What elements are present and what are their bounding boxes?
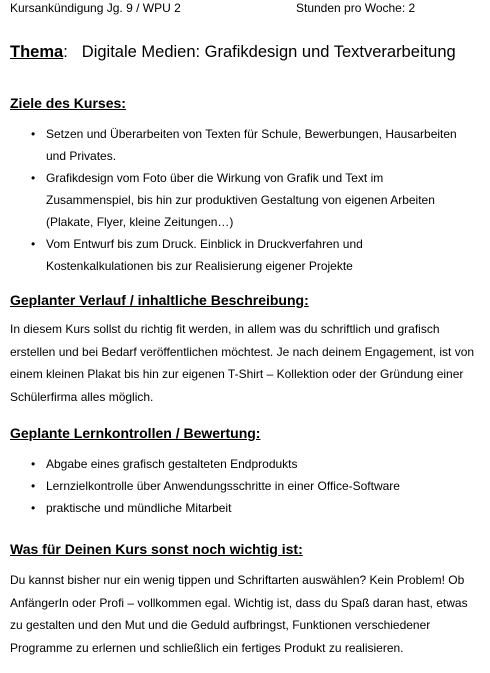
bullet-icon: • xyxy=(31,501,36,515)
list-item xyxy=(0,453,470,475)
hours-per-week-label: Stunden pro Woche: 2 xyxy=(296,1,416,15)
topic-title: Digitale Medien: Grafikdesign und Textverarbeitung xyxy=(81,43,456,61)
list-item xyxy=(0,497,470,519)
list-item-text: Setzen und Überarbeiten von Texten für Schule, Bewerbungen, Hausarbeiten und Privates. xyxy=(46,127,457,163)
list-item-text: Lernzielkontrolle über Anwendungsschritte in einer Office-Software xyxy=(46,479,400,493)
list-item-text: praktische und mündliche Mitarbeit xyxy=(46,501,232,515)
goals-list xyxy=(0,123,470,277)
list-item-text: Abgabe eines grafisch gestalteten Endprodukts xyxy=(46,457,298,471)
list-item-text: Grafikdesign vom Foto über die Wirkung von Grafik und Text im Zusammenspiel, bis hin zur produktiven Gestaltung von eigenen Arbeiten (Plakate, Flyer, kleine Zeitungen…) xyxy=(46,171,435,229)
topic-line xyxy=(10,41,456,63)
section-heading-assessment: Geplante Lernkontrollen / Bewertung: xyxy=(10,425,261,441)
important-info-text: Du kannst bisher nur ein wenig tippen und Schriftarten auswählen? Kein Problem! Ob AnfängerIn oder Profi – vollkommen egal. Wichtig ist, dass du Spaß daran hast, etwas zu gestalten und den Mut und die Geduld aufbringst, Funktionen verschiedener Programme zu erlernen und schließlich ein fertiges Produkt zu realisieren. xyxy=(10,573,468,655)
bullet-icon: • xyxy=(31,171,36,185)
course-announcement-label: Kursankündigung Jg. 9 / WPU 2 xyxy=(10,1,181,15)
topic-separator: : xyxy=(63,43,68,61)
list-item-text: Vom Entwurf bis zum Druck. Einblick in Druckverfahren und Kostenkalkulationen bis zur Realisierung eigener Projekte xyxy=(46,237,363,273)
section-heading-goals: Ziele des Kurses: xyxy=(10,95,126,111)
bullet-icon: • xyxy=(31,127,36,141)
assessment-list xyxy=(0,453,470,519)
bullet-icon: • xyxy=(31,479,36,493)
list-item xyxy=(0,475,470,497)
topic-label: Thema xyxy=(10,43,64,61)
list-item xyxy=(0,233,470,277)
bullet-icon: • xyxy=(31,237,36,251)
list-item xyxy=(0,123,470,167)
course-plan-description: In diesem Kurs sollst du richtig fit werden, in allem was du schriftlich und grafisch erstellen und bei Bedarf veröffentlichen möchtest. Je nach deinem Engagement, ist von einem kleinen Plakat bis hin zur eigenen T-Shirt – Kollektion oder der Gründung einer Schülerfirma alles möglich. xyxy=(10,322,475,404)
section-heading-course-plan: Geplanter Verlauf / inhaltliche Beschreibung: xyxy=(10,292,309,308)
bullet-icon: • xyxy=(31,457,36,471)
list-item xyxy=(0,167,470,233)
section-heading-important-info: Was für Deinen Kurs sonst noch wichtig ist: xyxy=(10,541,303,557)
